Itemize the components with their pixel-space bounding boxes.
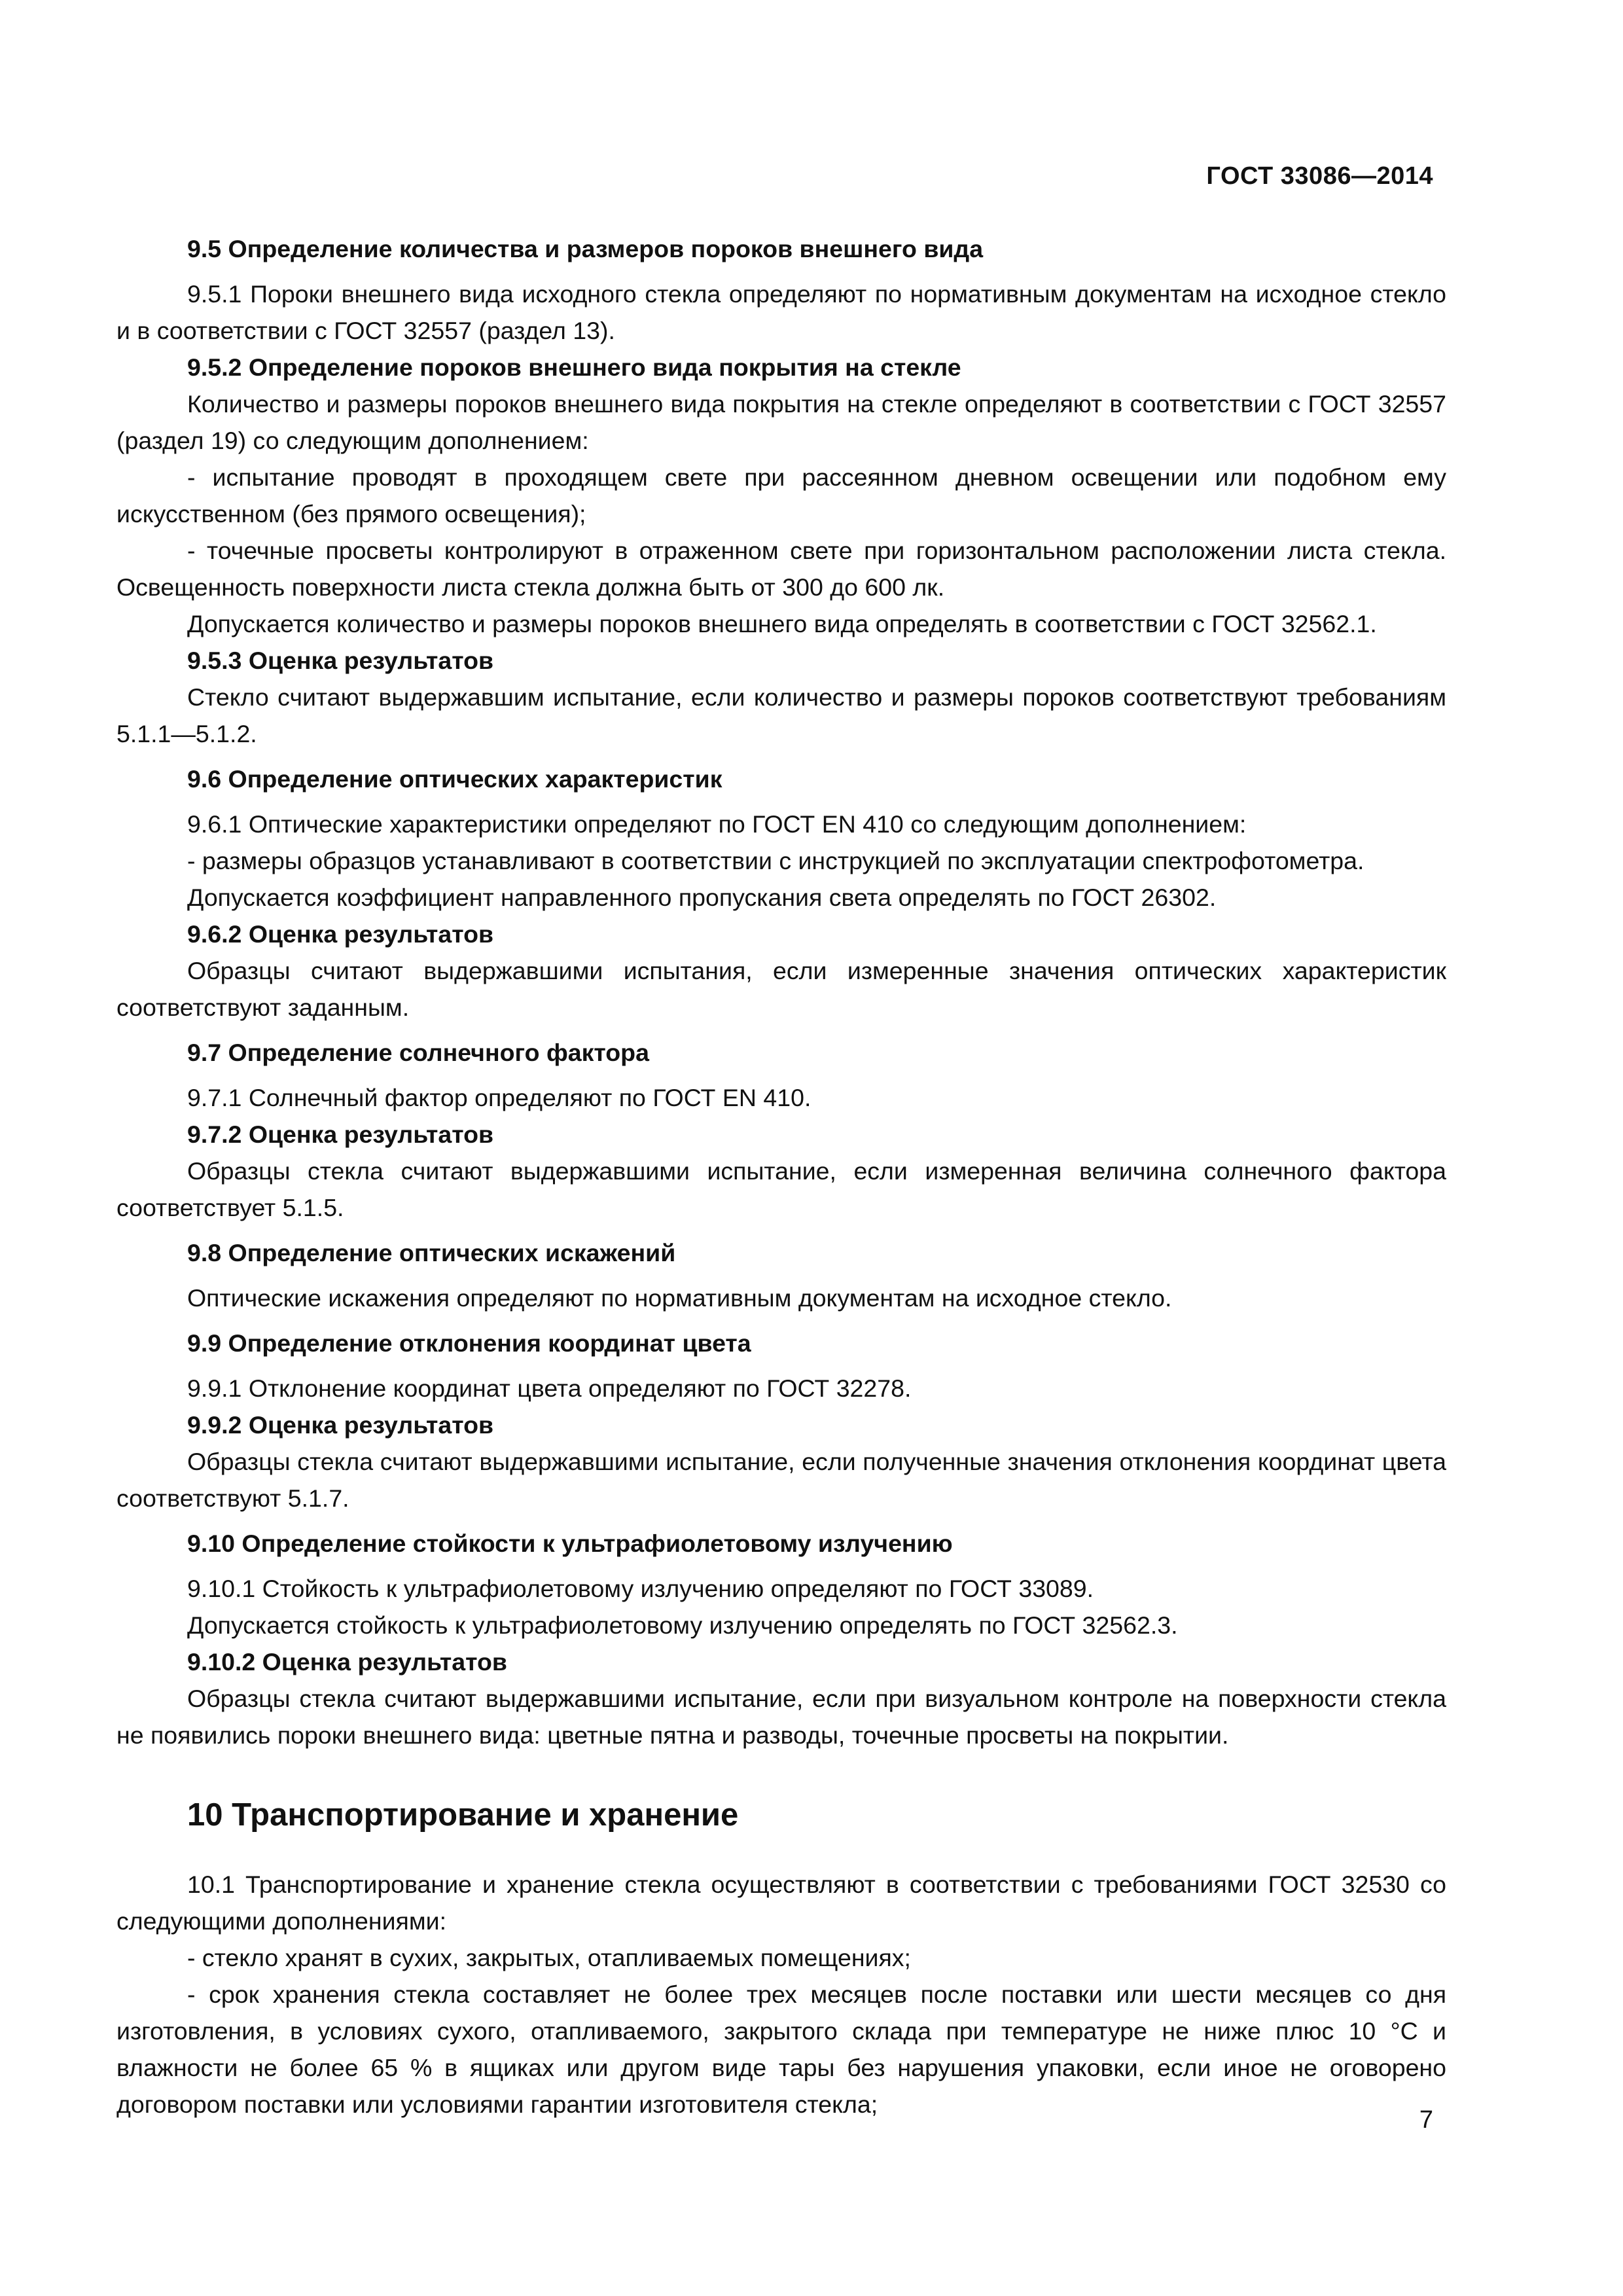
heading-9-6-2: 9.6.2 Оценка результатов bbox=[187, 920, 494, 948]
heading-9-5: 9.5 Определение количества и размеров пороков внешнего вида bbox=[187, 235, 984, 262]
paragraph-9-10-2: Образцы стекла считают выдержавшими испытание, если при визуальном контроле на поверхности стекла не появились пороки внешнего вида: цветные пятна и разводы, точечные просветы на покрытии. bbox=[116, 1685, 1446, 1749]
heading-9-10: 9.10 Определение стойкости к ультрафиолетовому излучению bbox=[187, 1530, 953, 1557]
paragraph-9-10-1-note: Допускается стойкость к ультрафиолетовому излучению определять по ГОСТ 32562.3. bbox=[187, 1611, 1178, 1639]
paragraph-9-7-2: Образцы стекла считают выдержавшими испытание, если измеренная величина солнечного фактора соответствует 5.1.5. bbox=[116, 1157, 1446, 1221]
list-item-10-1-1: - стекло хранят в сухих, закрытых, отапливаемых помещениях; bbox=[187, 1944, 911, 1971]
list-item-9-5-2-2: - точечные просветы контролируют в отраженном свете при горизонтальном расположении листа стекла. Освещенность поверхности листа стекла должна быть от 300 до 600 лк. bbox=[116, 537, 1446, 601]
heading-9-9: 9.9 Определение отклонения координат цвета bbox=[187, 1329, 751, 1357]
paragraph-9-6-1: 9.6.1 Оптические характеристики определяют по ГОСТ EN 410 со следующим дополнением: bbox=[187, 810, 1247, 838]
paragraph-9-9-2: Образцы стекла считают выдержавшими испытание, если полученные значения отклонения координат цвета соответствуют 5.1.7. bbox=[116, 1448, 1446, 1512]
heading-9-10-2: 9.10.2 Оценка результатов bbox=[187, 1648, 507, 1676]
paragraph-9-6-1-note: Допускается коэффициент направленного пропускания света определять по ГОСТ 26302. bbox=[187, 884, 1217, 911]
paragraph-10-1: 10.1 Транспортирование и хранение стекла осуществляют в соответствии с требованиями ГОСТ 32530 со следующими дополнениями: bbox=[116, 1871, 1446, 1935]
page-number: 7 bbox=[1419, 2106, 1433, 2134]
paragraph-9-9-1: 9.9.1 Отклонение координат цвета определяют по ГОСТ 32278. bbox=[187, 1374, 912, 1402]
heading-9-7: 9.7 Определение солнечного фактора bbox=[187, 1039, 649, 1066]
paragraph-9-5-2-note: Допускается количество и размеры пороков внешнего вида определять в соответствии с ГОСТ 32562.1. bbox=[187, 610, 1377, 637]
paragraph-9-5-3: Стекло считают выдержавшим испытание, если количество и размеры пороков соответствуют требованиям 5.1.1—5.1.2. bbox=[116, 683, 1446, 747]
paragraph-9-6-2: Образцы считают выдержавшими испытания, если измеренные значения оптических характеристик соответствуют заданным. bbox=[116, 957, 1446, 1021]
paragraph-9-8: Оптические искажения определяют по нормативным документам на исходное стекло. bbox=[187, 1284, 1172, 1312]
list-item-10-1-2: - срок хранения стекла составляет не более трех месяцев после поставки или шести месяцев со дня изготовления, в условиях сухого, отапливаемого, закрытого склада при температуре не ниже плюс 10 °С и влажности не более 65 % в ящиках или другом виде тары без нарушения упаковки, если иное не оговорено договором поставки или условиями гарантии изготовителя стекла; bbox=[116, 1981, 1446, 2118]
list-item-9-5-2-1: - испытание проводят в проходящем свете при рассеянном дневном освещении или подобном ему искусственном (без прямого освещения); bbox=[116, 463, 1446, 528]
paragraph-9-7-1: 9.7.1 Солнечный фактор определяют по ГОСТ EN 410. bbox=[187, 1084, 812, 1111]
heading-9-8: 9.8 Определение оптических искажений bbox=[187, 1239, 676, 1266]
document-body bbox=[116, 230, 1446, 2123]
heading-9-9-2: 9.9.2 Оценка результатов bbox=[187, 1411, 494, 1439]
document-code: ГОСТ 33086—2014 bbox=[1206, 162, 1433, 190]
heading-9-5-3: 9.5.3 Оценка результатов bbox=[187, 647, 494, 674]
heading-9-5-2: 9.5.2 Определение пороков внешнего вида покрытия на стекле bbox=[187, 353, 961, 381]
section-10-heading: 10 Транспортирование и хранение bbox=[187, 1797, 739, 1833]
paragraph-9-5-1: 9.5.1 Пороки внешнего вида исходного стекла определяют по нормативным документам на исходное стекло и в соответствии с ГОСТ 32557 (раздел 13). bbox=[116, 280, 1446, 344]
paragraph-9-5-2-intro: Количество и размеры пороков внешнего вида покрытия на стекле определяют в соответствии с ГОСТ 32557 (раздел 19) со следующим дополнением: bbox=[116, 390, 1446, 454]
list-item-9-6-1: - размеры образцов устанавливают в соответствии с инструкцией по эксплуатации спектрофотометра. bbox=[187, 847, 1364, 874]
heading-9-7-2: 9.7.2 Оценка результатов bbox=[187, 1121, 494, 1148]
heading-9-6: 9.6 Определение оптических характеристик bbox=[187, 765, 722, 793]
paragraph-9-10-1: 9.10.1 Стойкость к ультрафиолетовому излучению определяют по ГОСТ 33089. bbox=[187, 1575, 1094, 1602]
